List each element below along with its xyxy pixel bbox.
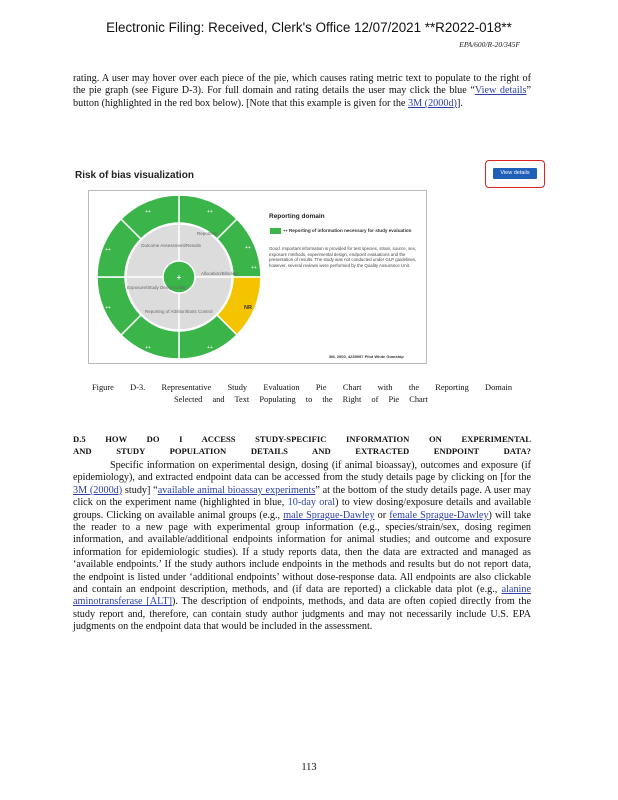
heading-word: ON: [428, 434, 442, 444]
highlight-box: [485, 160, 545, 188]
legend-text: Reporting of information necessary for study evaluation: [288, 228, 412, 234]
view-details-button[interactable]: View details: [493, 168, 537, 179]
pie-rating-5: ++: [245, 245, 251, 251]
female-sprague-dawley-link[interactable]: female Sprague-Dawley: [389, 509, 489, 521]
heading-word: STUDY-SPECIFIC: [255, 434, 327, 444]
pie-label-allocation: Allocation/Blinding: [201, 271, 238, 276]
3m-2000d-link-body[interactable]: 3M (2000d): [73, 484, 123, 496]
heading-word: HOW: [105, 434, 128, 444]
heading-word: DO: [146, 434, 160, 444]
body-text-4: ) to view dosing/exposure details and available groups. Clicking on available animal groups (e.g.,: [73, 497, 531, 521]
pie-rating-3: ++: [105, 247, 111, 253]
pie-rating-8: ++: [251, 265, 257, 271]
intro-text-1: rating. A user may hover over each piece of the pie, which causes rating metric text to populate to the right of the pie graph (see Figure D-3). For full domain and rating details the user may click the blue “: [73, 73, 531, 97]
figure-footer: 3M, 2000, 4235997 Pilot White Gumship: [329, 354, 404, 359]
heading-word: STUDY: [116, 446, 146, 456]
caption-line-2: Selected and Text Populating to the Right of Pie Chart: [174, 395, 428, 404]
pie-panel: [88, 190, 427, 364]
section-heading-line-2: [73, 445, 531, 457]
caption-word: D-3.: [130, 383, 146, 392]
pie-rating-7: ++: [145, 345, 151, 351]
pie-label-exposure: Exposure/Study Design Utility: [127, 285, 187, 290]
caption-word: Representative: [161, 383, 212, 392]
heading-word: INFORMATION: [346, 434, 410, 444]
heading-word: D.5: [73, 434, 86, 444]
pie-rating-1: ++: [207, 209, 213, 215]
heading-word: EXPERIMENTAL: [461, 434, 532, 444]
figure-caption: [92, 382, 512, 406]
filing-header: Electronic Filing: Received, Clerk's Office 12/07/2021 **R2022-018**: [106, 20, 512, 35]
alt-data-plot-link[interactable]: alanine aminotransferase [ALT]: [73, 584, 531, 608]
heading-word: AND: [73, 446, 92, 456]
heading-word: DATA?: [503, 446, 531, 456]
male-sprague-dawley-link[interactable]: male Sprague-Dawley: [283, 509, 375, 521]
intro-text-2: ” button (highlighted in the red box below). [Note that this example is given for the: [73, 85, 531, 109]
heading-word: DETAILS: [250, 446, 288, 456]
pie-rating-2: ++: [145, 209, 151, 215]
pie-label-outcome: Outcome Assessment/Results: [141, 243, 202, 248]
caption-word: Pie: [315, 383, 327, 392]
body-paragraph: [73, 460, 531, 634]
pie-rating-6: ++: [207, 345, 213, 351]
caption-word: Domain: [485, 383, 513, 392]
caption-word: the: [408, 383, 420, 392]
available-experiments-link[interactable]: available animal bioassay experiments: [157, 484, 316, 496]
rating-badge-label: ++: [283, 228, 288, 234]
caption-word: Reporting: [435, 383, 469, 392]
reporting-domain-title: Reporting domain: [269, 213, 325, 220]
rating-badge: [270, 228, 281, 234]
caption-word: Study: [227, 383, 248, 392]
caption-word: Evaluation: [263, 383, 300, 392]
reporting-domain-legend: [270, 228, 420, 234]
risk-of-bias-pie: [89, 191, 426, 363]
heading-word: EXTRACTED: [355, 446, 410, 456]
body-text-5: or: [374, 509, 390, 521]
heading-word: POPULATION: [169, 446, 227, 456]
section-heading: [73, 433, 531, 457]
figure-d3: [72, 160, 545, 372]
caption-word: Chart: [342, 383, 362, 392]
intro-paragraph: [73, 73, 531, 110]
caption-word: with: [377, 383, 393, 392]
body-text-7: ). The description of endpoints, methods, and data are often copied directly from the study report and, therefore, can contain study author judgments and may not necessarily include U.S. EPA judgments on the endpoint data that would be included in the assessment.: [73, 596, 531, 633]
body-text-3: ” at the bottom of the study details page. A user may click on the experiment name (highlighted in blue,: [73, 484, 531, 509]
heading-word: ENDPOINT: [433, 446, 479, 456]
pie-center-label: +: [176, 273, 182, 282]
section-heading-line-1: [73, 433, 531, 445]
body-text-6: ) will take the reader to a new page with experimental group information (e.g., species/strain/sex, dosing regimen information, and available/additional endpoints information for animal studies; and outcome and exposure information for epidemiologic studies). If a study reports data, then the data are extracted and managed as ‘available endpoints.’ If the study authors include endpoints in the methods and results but do not report data, the endpoint is listed under ‘additional endpoints’ without dose-response data. All endpoints are also clickable and contain an endpoint description, methods, and (if data are reported) a clickable data plot (e.g.,: [73, 509, 531, 596]
view-details-link[interactable]: View details: [474, 85, 527, 97]
3m-2000d-link[interactable]: 3M (2000d): [407, 97, 457, 109]
pie-rating-4: ++: [105, 305, 111, 311]
10-day-oral-link[interactable]: 10-day oral: [287, 497, 336, 509]
page-number: 113: [301, 762, 317, 773]
pie-label-nr: NR: [244, 305, 252, 311]
pie-label-reporting: Reporting: [197, 231, 217, 236]
document-id: EPA/600/R-20/345F: [459, 40, 520, 49]
pie-label-attrition: Reporting of Attrition/Exits Control: [145, 309, 213, 314]
heading-word: I ACCESS: [179, 434, 236, 444]
caption-word: Figure: [92, 383, 114, 392]
caption-line-1: [92, 382, 512, 394]
figure-title: Risk of bias visualization: [75, 170, 194, 181]
heading-word: AND: [312, 446, 331, 456]
intro-text-3: ].: [456, 97, 463, 109]
reporting-domain-description: Good. Important information is provided for test species, strain, source, sex, exposure methods, experimental design, endpoint evaluations and the presentation of results. The study was not conducted under GLP guidelines, however, several reviews were performed by the Quality Assurance Unit.: [269, 246, 417, 268]
body-text-2: study] “: [122, 484, 158, 496]
body-text-1: Specific information on experimental design, dosing (if animal bioassay), outcomes and exposure (if epidemiology), and extracted endpoint data can be accessed from the study details page by clicking on [for the: [73, 460, 531, 484]
